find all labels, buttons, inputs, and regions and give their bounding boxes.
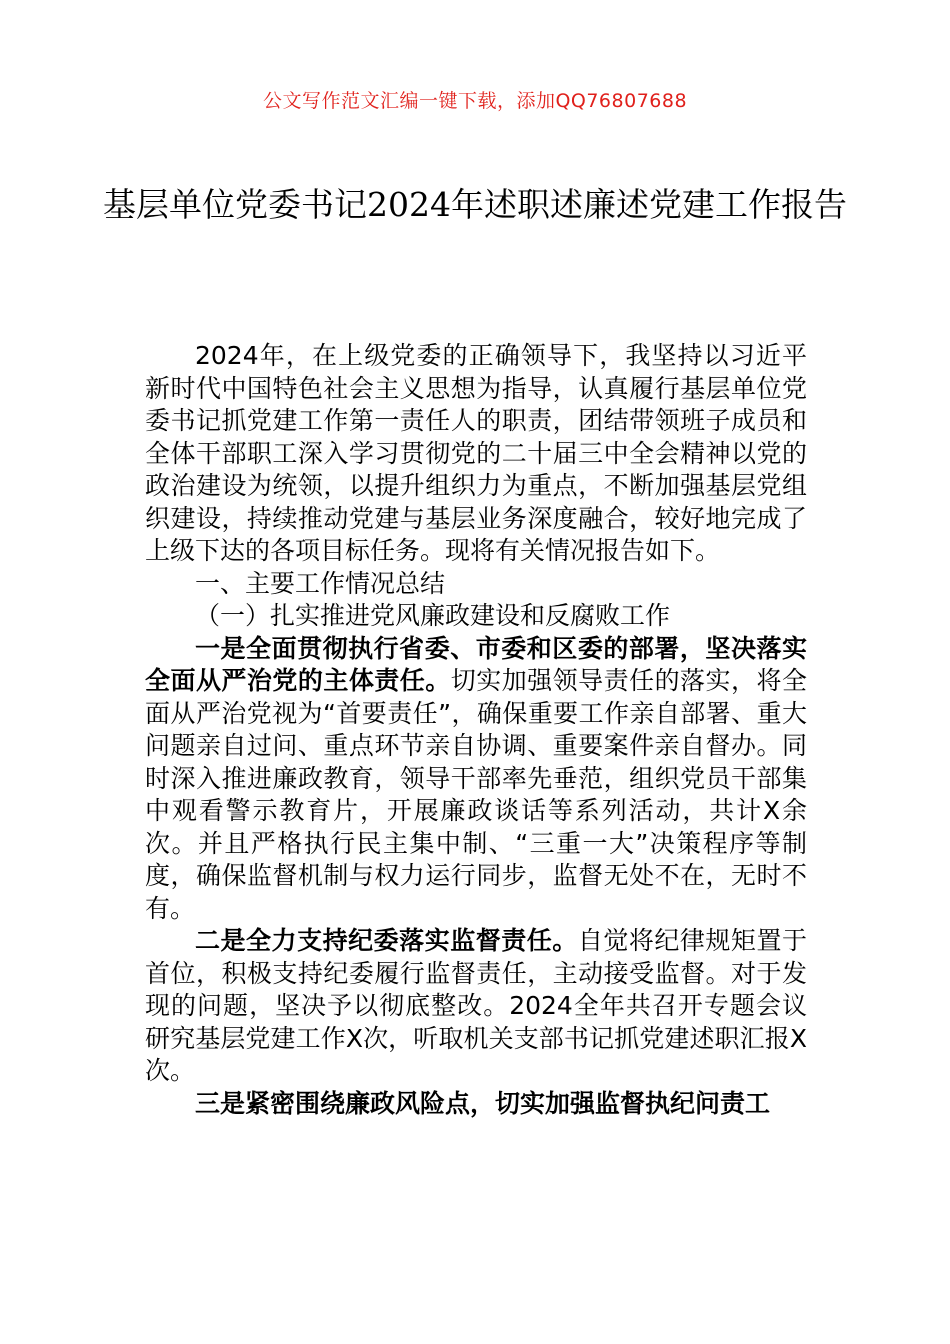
point-paragraph-3 [145,1088,807,1121]
point-text-1: 切实加强领导责任的落实，将全面从严治党视为“首要责任”，确保重要工作亲自部署、重大问题亲自过问、重点环节亲自协调、重要案件亲自督办。同时深入推进廉政教育，领导干部率先垂范，组织党员干部集中观看警示教育片，开展廉政谈话等系列活动，共计X余次。并且严格执行民主集中制、“三重一大”决策程序等制度，确保监督机制与权力运行同步，监督无处不在，无时不有。 [145,666,807,923]
point-lead-3: 三是紧密围绕廉政风险点，切实加强监督执纪问责工 [195,1088,771,1118]
point-lead-2: 二是全力支持纪委落实监督责任。 [195,926,578,955]
section-heading: 一、主要工作情况总结 [195,568,446,598]
point-paragraph-2 [145,925,807,1088]
point-text-2: 自觉将纪律规矩置于首位，积极支持纪委履行监督责任，主动接受监督。对于发现的问题，坚决予以彻底整改。2024全年共召开专题会议研究基层党建工作X次，听取机关支部书记抓党建述职汇报X次。 [145,926,807,1085]
header-note: 公文写作范文汇编一键下载，添加QQ76807688 [262,90,688,112]
subsection-heading: （一）扎实推进党风廉政建设和反腐败工作 [195,601,671,630]
point-lead-1: 一是全面贯彻执行省委、市委和区委的部署，坚决落实全面从严治党的主体责任。 [145,633,807,695]
point-paragraph-1 [145,633,807,926]
intro-paragraph: 2024年，在上级党委的正确领导下，我坚持以习近平新时代中国特色社会主义思想为指导，认真履行基层单位党委书记抓党建工作第一责任人的职责，团结带领班子成员和全体干部职工深入学习贯彻党的二十届三中全会精神以党的政治建设为统领，以提升组织力为重点，不断加强基层党组织建设，持续推动党建与基层业务深度融合，较好地完成了上级下达的各项目标任务。现将有关情况报告如下。 [145,341,807,565]
document-body [145,340,807,1120]
document-title: 基层单位党委书记2024年述职述廉述党建工作报告 [103,185,847,224]
